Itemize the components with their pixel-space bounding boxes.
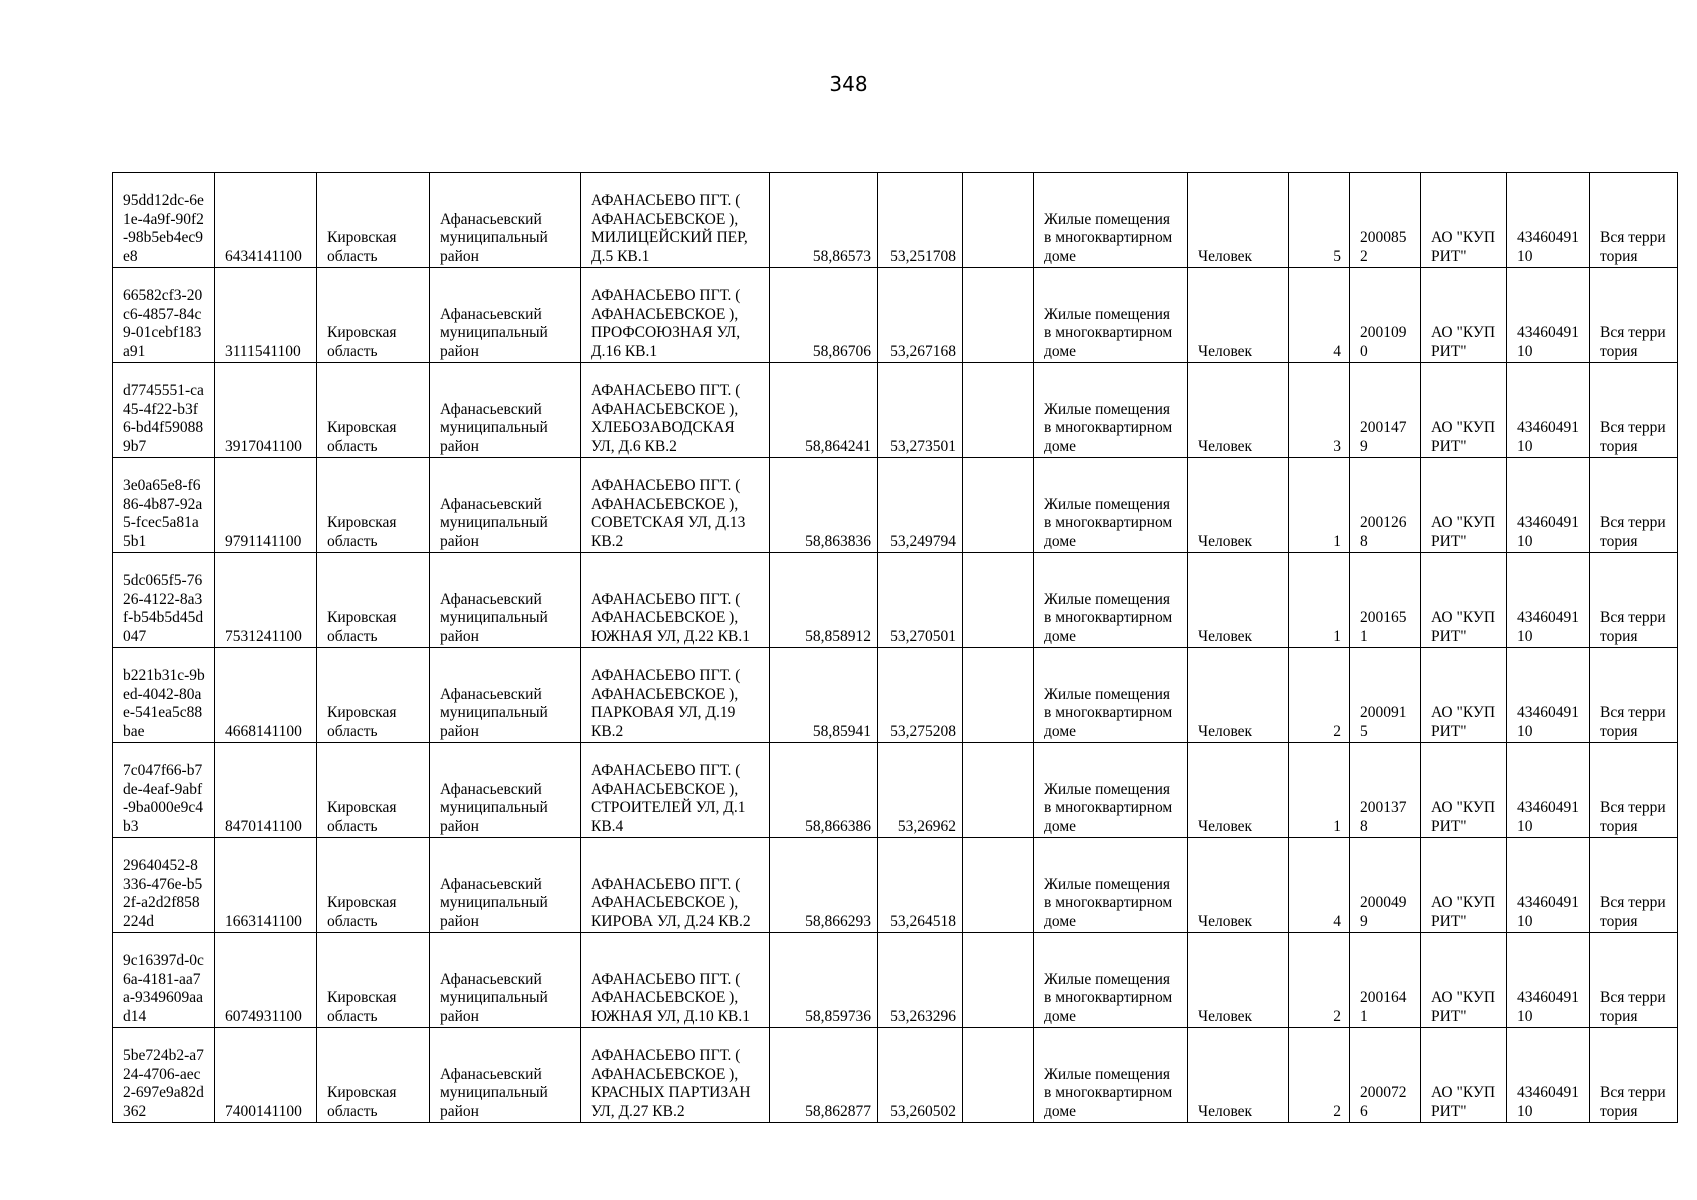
premises-type-cell: Жилые помещения в многоквартирном доме xyxy=(1034,838,1188,933)
scope-cell: Вся территория xyxy=(1590,648,1678,743)
object-id-cell: 29640452-8336-476e-b52f-a2d2f858224d xyxy=(113,838,215,933)
table-row xyxy=(113,458,1678,553)
empty-cell xyxy=(963,268,1034,363)
region-cell: Кировская область xyxy=(317,268,430,363)
table-row xyxy=(113,1028,1678,1123)
code-cell: 1663141100 xyxy=(215,838,317,933)
quantity-cell: 3 xyxy=(1289,363,1350,458)
longitude-cell: 53,275208 xyxy=(878,648,963,743)
unit-cell: Человек xyxy=(1188,743,1289,838)
code-cell: 9791141100 xyxy=(215,458,317,553)
inn-cell: 4346049110 xyxy=(1507,458,1590,553)
organization-cell: АО "КУПРИТ" xyxy=(1421,1028,1507,1123)
latitude-cell: 58,866386 xyxy=(770,743,878,838)
quantity-cell: 1 xyxy=(1289,743,1350,838)
number-cell: 2000726 xyxy=(1350,1028,1421,1123)
latitude-cell: 58,86706 xyxy=(770,268,878,363)
unit-cell: Человек xyxy=(1188,363,1289,458)
table-row xyxy=(113,268,1678,363)
number-cell: 2001651 xyxy=(1350,553,1421,648)
inn-cell: 4346049110 xyxy=(1507,648,1590,743)
organization-cell: АО "КУПРИТ" xyxy=(1421,933,1507,1028)
longitude-cell: 53,263296 xyxy=(878,933,963,1028)
quantity-cell: 2 xyxy=(1289,648,1350,743)
premises-type-cell: Жилые помещения в многоквартирном доме xyxy=(1034,553,1188,648)
scope-cell: Вся территория xyxy=(1590,553,1678,648)
address-cell: АФАНАСЬЕВО ПГТ. ( АФАНАСЬЕВСКОЕ ), ХЛЕБОЗАВОДСКАЯ УЛ, Д.6 КВ.2 xyxy=(581,363,770,458)
region-cell: Кировская область xyxy=(317,743,430,838)
district-cell: Афанасьевский муниципальный район xyxy=(430,648,581,743)
number-cell: 2001090 xyxy=(1350,268,1421,363)
number-cell: 2001268 xyxy=(1350,458,1421,553)
latitude-cell: 58,866293 xyxy=(770,838,878,933)
quantity-cell: 4 xyxy=(1289,838,1350,933)
premises-type-cell: Жилые помещения в многоквартирном доме xyxy=(1034,1028,1188,1123)
address-cell: АФАНАСЬЕВО ПГТ. ( АФАНАСЬЕВСКОЕ ), МИЛИЦЕЙСКИЙ ПЕР, Д.5 КВ.1 xyxy=(581,173,770,268)
code-cell: 4668141100 xyxy=(215,648,317,743)
code-cell: 6074931100 xyxy=(215,933,317,1028)
district-cell: Афанасьевский муниципальный район xyxy=(430,838,581,933)
address-cell: АФАНАСЬЕВО ПГТ. ( АФАНАСЬЕВСКОЕ ), КИРОВА УЛ, Д.24 КВ.2 xyxy=(581,838,770,933)
object-id-cell: 95dd12dc-6e1e-4a9f-90f2-98b5eb4ec9e8 xyxy=(113,173,215,268)
region-cell: Кировская область xyxy=(317,1028,430,1123)
organization-cell: АО "КУПРИТ" xyxy=(1421,268,1507,363)
premises-type-cell: Жилые помещения в многоквартирном доме xyxy=(1034,743,1188,838)
address-cell: АФАНАСЬЕВО ПГТ. ( АФАНАСЬЕВСКОЕ ), СОВЕТСКАЯ УЛ, Д.13 КВ.2 xyxy=(581,458,770,553)
number-cell: 2001378 xyxy=(1350,743,1421,838)
scope-cell: Вся территория xyxy=(1590,173,1678,268)
unit-cell: Человек xyxy=(1188,268,1289,363)
table-row xyxy=(113,363,1678,458)
empty-cell xyxy=(963,1028,1034,1123)
district-cell: Афанасьевский муниципальный район xyxy=(430,458,581,553)
quantity-cell: 5 xyxy=(1289,173,1350,268)
organization-cell: АО "КУПРИТ" xyxy=(1421,648,1507,743)
premises-type-cell: Жилые помещения в многоквартирном доме xyxy=(1034,933,1188,1028)
table-row xyxy=(113,743,1678,838)
quantity-cell: 1 xyxy=(1289,553,1350,648)
longitude-cell: 53,264518 xyxy=(878,838,963,933)
object-id-cell: 66582cf3-20c6-4857-84c9-01cebf183a91 xyxy=(113,268,215,363)
quantity-cell: 1 xyxy=(1289,458,1350,553)
latitude-cell: 58,862877 xyxy=(770,1028,878,1123)
unit-cell: Человек xyxy=(1188,648,1289,743)
table-row xyxy=(113,553,1678,648)
number-cell: 2001641 xyxy=(1350,933,1421,1028)
unit-cell: Человек xyxy=(1188,838,1289,933)
scope-cell: Вся территория xyxy=(1590,458,1678,553)
table-row xyxy=(113,648,1678,743)
district-cell: Афанасьевский муниципальный район xyxy=(430,363,581,458)
inn-cell: 4346049110 xyxy=(1507,268,1590,363)
district-cell: Афанасьевский муниципальный район xyxy=(430,1028,581,1123)
scope-cell: Вся территория xyxy=(1590,743,1678,838)
address-cell: АФАНАСЬЕВО ПГТ. ( АФАНАСЬЕВСКОЕ ), ЮЖНАЯ УЛ, Д.22 КВ.1 xyxy=(581,553,770,648)
latitude-cell: 58,864241 xyxy=(770,363,878,458)
organization-cell: АО "КУПРИТ" xyxy=(1421,553,1507,648)
organization-cell: АО "КУПРИТ" xyxy=(1421,838,1507,933)
district-cell: Афанасьевский муниципальный район xyxy=(430,173,581,268)
region-cell: Кировская область xyxy=(317,173,430,268)
scope-cell: Вся территория xyxy=(1590,363,1678,458)
code-cell: 3917041100 xyxy=(215,363,317,458)
quantity-cell: 4 xyxy=(1289,268,1350,363)
premises-type-cell: Жилые помещения в многоквартирном доме xyxy=(1034,458,1188,553)
table-row xyxy=(113,933,1678,1028)
longitude-cell: 53,260502 xyxy=(878,1028,963,1123)
longitude-cell: 53,251708 xyxy=(878,173,963,268)
inn-cell: 4346049110 xyxy=(1507,933,1590,1028)
latitude-cell: 58,859736 xyxy=(770,933,878,1028)
latitude-cell: 58,85941 xyxy=(770,648,878,743)
region-cell: Кировская область xyxy=(317,648,430,743)
object-id-cell: 9c16397d-0c6a-4181-aa7a-9349609aad14 xyxy=(113,933,215,1028)
object-id-cell: b221b31c-9bed-4042-80ae-541ea5c88bae xyxy=(113,648,215,743)
object-id-cell: 5dc065f5-7626-4122-8a3f-b54b5d45d047 xyxy=(113,553,215,648)
district-cell: Афанасьевский муниципальный район xyxy=(430,743,581,838)
address-cell: АФАНАСЬЕВО ПГТ. ( АФАНАСЬЕВСКОЕ ), СТРОИТЕЛЕЙ УЛ, Д.1 КВ.4 xyxy=(581,743,770,838)
page-number: 348 xyxy=(829,72,868,96)
address-cell: АФАНАСЬЕВО ПГТ. ( АФАНАСЬЕВСКОЕ ), ПРОФСОЮЗНАЯ УЛ, Д.16 КВ.1 xyxy=(581,268,770,363)
object-id-cell: 3e0a65e8-f686-4b87-92a5-fcec5a81a5b1 xyxy=(113,458,215,553)
longitude-cell: 53,26962 xyxy=(878,743,963,838)
code-cell: 3111541100 xyxy=(215,268,317,363)
address-cell: АФАНАСЬЕВО ПГТ. ( АФАНАСЬЕВСКОЕ ), ЮЖНАЯ УЛ, Д.10 КВ.1 xyxy=(581,933,770,1028)
organization-cell: АО "КУПРИТ" xyxy=(1421,458,1507,553)
table-row xyxy=(113,838,1678,933)
empty-cell xyxy=(963,933,1034,1028)
inn-cell: 4346049110 xyxy=(1507,743,1590,838)
premises-type-cell: Жилые помещения в многоквартирном доме xyxy=(1034,173,1188,268)
region-cell: Кировская область xyxy=(317,838,430,933)
address-cell: АФАНАСЬЕВО ПГТ. ( АФАНАСЬЕВСКОЕ ), КРАСНЫХ ПАРТИЗАН УЛ, Д.27 КВ.2 xyxy=(581,1028,770,1123)
premises-type-cell: Жилые помещения в многоквартирном доме xyxy=(1034,363,1188,458)
region-cell: Кировская область xyxy=(317,458,430,553)
empty-cell xyxy=(963,648,1034,743)
inn-cell: 4346049110 xyxy=(1507,553,1590,648)
empty-cell xyxy=(963,743,1034,838)
registry-rows xyxy=(113,173,1678,1123)
longitude-cell: 53,249794 xyxy=(878,458,963,553)
inn-cell: 4346049110 xyxy=(1507,838,1590,933)
code-cell: 7531241100 xyxy=(215,553,317,648)
unit-cell: Человек xyxy=(1188,1028,1289,1123)
unit-cell: Человек xyxy=(1188,173,1289,268)
longitude-cell: 53,270501 xyxy=(878,553,963,648)
empty-cell xyxy=(963,838,1034,933)
address-cell: АФАНАСЬЕВО ПГТ. ( АФАНАСЬЕВСКОЕ ), ПАРКОВАЯ УЛ, Д.19 КВ.2 xyxy=(581,648,770,743)
object-id-cell: 5be724b2-a724-4706-aec2-697e9a82d362 xyxy=(113,1028,215,1123)
scope-cell: Вся территория xyxy=(1590,838,1678,933)
number-cell: 2000499 xyxy=(1350,838,1421,933)
organization-cell: АО "КУПРИТ" xyxy=(1421,173,1507,268)
quantity-cell: 2 xyxy=(1289,1028,1350,1123)
scope-cell: Вся территория xyxy=(1590,933,1678,1028)
empty-cell xyxy=(963,363,1034,458)
district-cell: Афанасьевский муниципальный район xyxy=(430,933,581,1028)
region-cell: Кировская область xyxy=(317,363,430,458)
organization-cell: АО "КУПРИТ" xyxy=(1421,743,1507,838)
object-id-cell: 7c047f66-b7de-4eaf-9abf-9ba000e9c4b3 xyxy=(113,743,215,838)
unit-cell: Человек xyxy=(1188,933,1289,1028)
premises-type-cell: Жилые помещения в многоквартирном доме xyxy=(1034,648,1188,743)
organization-cell: АО "КУПРИТ" xyxy=(1421,363,1507,458)
scope-cell: Вся территория xyxy=(1590,268,1678,363)
district-cell: Афанасьевский муниципальный район xyxy=(430,268,581,363)
number-cell: 2001479 xyxy=(1350,363,1421,458)
scope-cell: Вся территория xyxy=(1590,1028,1678,1123)
inn-cell: 4346049110 xyxy=(1507,363,1590,458)
longitude-cell: 53,267168 xyxy=(878,268,963,363)
unit-cell: Человек xyxy=(1188,553,1289,648)
empty-cell xyxy=(963,553,1034,648)
table-row xyxy=(113,173,1678,268)
longitude-cell: 53,273501 xyxy=(878,363,963,458)
latitude-cell: 58,858912 xyxy=(770,553,878,648)
empty-cell xyxy=(963,458,1034,553)
latitude-cell: 58,863836 xyxy=(770,458,878,553)
inn-cell: 4346049110 xyxy=(1507,1028,1590,1123)
inn-cell: 4346049110 xyxy=(1507,173,1590,268)
district-cell: Афанасьевский муниципальный район xyxy=(430,553,581,648)
registry-table xyxy=(112,172,1678,1123)
code-cell: 7400141100 xyxy=(215,1028,317,1123)
empty-cell xyxy=(963,173,1034,268)
premises-type-cell: Жилые помещения в многоквартирном доме xyxy=(1034,268,1188,363)
latitude-cell: 58,86573 xyxy=(770,173,878,268)
object-id-cell: d7745551-ca45-4f22-b3f6-bd4f590889b7 xyxy=(113,363,215,458)
unit-cell: Человек xyxy=(1188,458,1289,553)
code-cell: 6434141100 xyxy=(215,173,317,268)
region-cell: Кировская область xyxy=(317,553,430,648)
region-cell: Кировская область xyxy=(317,933,430,1028)
code-cell: 8470141100 xyxy=(215,743,317,838)
quantity-cell: 2 xyxy=(1289,933,1350,1028)
number-cell: 2000852 xyxy=(1350,173,1421,268)
number-cell: 2000915 xyxy=(1350,648,1421,743)
